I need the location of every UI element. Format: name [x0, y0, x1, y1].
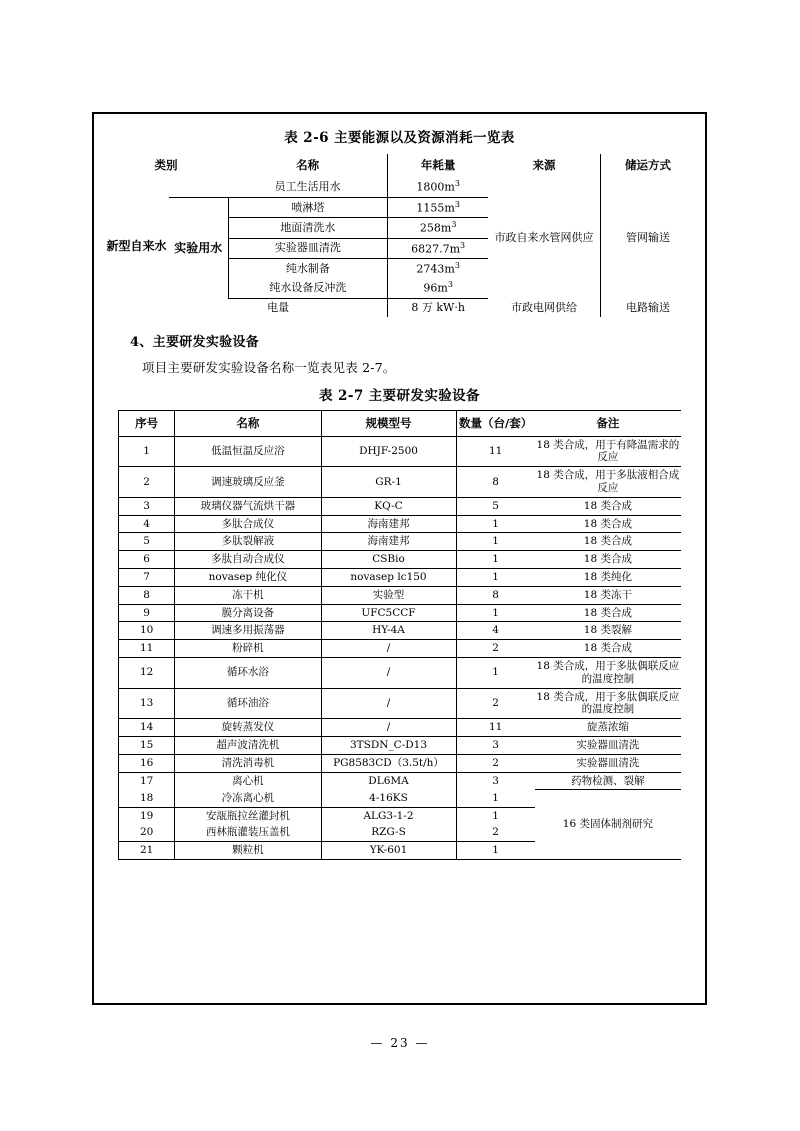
cell-source: 市政自来水管网供应 [494, 230, 594, 244]
cell-name: 多肽裂解液 [175, 533, 321, 551]
cell-model: / [321, 657, 456, 688]
content-frame [92, 112, 707, 1005]
cell-remark: 18 类合成 [535, 497, 681, 515]
cell-no: 11 [119, 640, 175, 658]
cell-remark: 实验器皿清洗 [535, 754, 681, 772]
table-row [119, 640, 682, 658]
cell-no: 17 [119, 772, 175, 790]
table-2-7 [118, 410, 681, 860]
cell-name: 离心机 [175, 772, 321, 790]
table-row [119, 736, 682, 754]
header-category: 类别 [154, 158, 178, 172]
cell-no: 20 [119, 824, 175, 841]
header-no: 序号 [119, 410, 175, 436]
cell-amount: $96m^3$ [388, 278, 488, 298]
section-paragraph: 项目主要研发实验设备名称一览表见表 2-7。 [142, 359, 396, 375]
table-row [119, 568, 682, 586]
cell-name: 多肽合成仪 [175, 515, 321, 533]
cell-no: 19 [119, 807, 175, 824]
header-name: 名称 [175, 410, 321, 436]
cell-no: 3 [119, 497, 175, 515]
cell-qty: 1 [456, 657, 535, 688]
cell-name: 调速多用振荡器 [175, 622, 321, 640]
cell-remark: 18 类合成 [535, 533, 681, 551]
cell-name: 电量 [267, 300, 290, 314]
cell-model: 实验型 [321, 586, 456, 604]
table-row [119, 497, 682, 515]
cell-name: 地面清洗水 [228, 218, 388, 238]
cell-source: 市政电网供给 [511, 300, 578, 314]
cell-qty: 1 [456, 568, 535, 586]
table-row [119, 772, 682, 790]
cell-remark: 18 类合成，用于多肽液相合成反应 [535, 467, 681, 498]
cell-transport: 电路输送 [600, 298, 695, 316]
cell-no: 16 [119, 754, 175, 772]
cell-name: 实验器皿清洗 [228, 238, 388, 258]
header-transport: 储运方式 [600, 154, 695, 177]
section-heading: 4、主要研发实验设备 [130, 334, 260, 350]
cell-model: / [321, 719, 456, 737]
cell-qty: 2 [456, 640, 535, 658]
header-amount: 年耗量 [388, 154, 488, 177]
table-row [119, 467, 682, 498]
table-2-6-header-row [104, 154, 695, 177]
cell-qty: 1 [492, 844, 499, 857]
cell-model: / [321, 640, 456, 658]
cell-model: novasep lc150 [321, 568, 456, 586]
cell-name: 多肽自动合成仪 [175, 551, 321, 569]
cell-name: 冷冻离心机 [175, 790, 321, 807]
cell-qty: 1 [456, 515, 535, 533]
cell-name: 冻干机 [175, 586, 321, 604]
cell-no: 18 [119, 790, 175, 807]
cell-amount: $1155m^3$ [388, 197, 488, 217]
header-remark: 备注 [535, 410, 681, 436]
cell-name: 纯水设备反冲洗 [228, 278, 388, 298]
cell-name: 低温恒温反应浴 [175, 436, 321, 467]
cell-qty: 1 [456, 790, 535, 807]
cell-name: 循环水浴 [175, 657, 321, 688]
table-2-6 [104, 154, 695, 317]
cell-no: 4 [119, 515, 175, 533]
cell-qty: 1 [456, 533, 535, 551]
table-row [104, 177, 695, 197]
cell-model: ALG3-1-2 [321, 807, 456, 824]
cell-no: 8 [119, 586, 175, 604]
cell-name: 安瓿瓶拉丝灌封机 [175, 807, 321, 824]
cell-name: 超声波清洗机 [175, 736, 321, 754]
cell-model: HY-4A [321, 622, 456, 640]
cell-name: 颗粒机 [175, 842, 321, 860]
cell-model: / [321, 688, 456, 719]
cell-qty: 8 [456, 586, 535, 604]
cell-model: PG8583CD（3.5t/h） [321, 754, 456, 772]
page-folio: — 23 — [370, 1036, 430, 1050]
cell-no: 13 [119, 688, 175, 719]
cell-no: 21 [119, 842, 175, 860]
cell-qty: 8 [456, 467, 535, 498]
cell-remark: 18 类合成，用于有降温需求的反应 [535, 436, 681, 467]
cell-name: 清洗消毒机 [175, 754, 321, 772]
table-row [119, 688, 682, 719]
cell-name: 玻璃仪器气流烘干器 [175, 497, 321, 515]
cell-name: 调速玻璃反应釜 [175, 467, 321, 498]
cell-qty: 1 [456, 551, 535, 569]
table-2-7-header-row [119, 410, 682, 436]
cell-no: 15 [119, 736, 175, 754]
cell-remark: 旋蒸浓缩 [535, 719, 681, 737]
table-row [119, 586, 682, 604]
table-row [119, 754, 682, 772]
table-row [119, 604, 682, 622]
table-row [119, 436, 682, 467]
table-row [119, 790, 682, 807]
cell-no: 6 [119, 551, 175, 569]
cell-name: 膜分离设备 [175, 604, 321, 622]
cell-qty: 3 [456, 736, 535, 754]
cell-qty: 2 [456, 688, 535, 719]
cell-no: 5 [119, 533, 175, 551]
cell-model: 海南建邦 [321, 533, 456, 551]
table-row [119, 622, 682, 640]
cell-no: 12 [119, 657, 175, 688]
cell-qty: 4 [456, 622, 535, 640]
cell-model: UFC5CCF [321, 604, 456, 622]
table-row [119, 533, 682, 551]
cell-no: 2 [119, 467, 175, 498]
cell-amount: $258m^3$ [388, 218, 488, 238]
cell-no: 9 [119, 604, 175, 622]
cell-remark-merged: 16 类固体制剂研究 [562, 818, 653, 831]
cell-qty: 3 [492, 774, 499, 787]
cell-name: 西林瓶灌装压盖机 [175, 824, 321, 841]
cell-subcategory: 实验用水 [169, 197, 228, 298]
cell-remark: 18 类冻干 [535, 586, 681, 604]
table-row [119, 719, 682, 737]
cell-name: 纯水制备 [285, 261, 330, 275]
cell-model: DL6MA [321, 772, 456, 790]
cell-qty: 2 [456, 754, 535, 772]
cell-remark: 18 类纯化 [535, 568, 681, 586]
table-row [119, 515, 682, 533]
cell-no: 7 [119, 568, 175, 586]
cell-amount: 8 万 kW·h [388, 298, 488, 316]
cell-model: KQ-C [321, 497, 456, 515]
cell-model: 海南建邦 [321, 515, 456, 533]
cell-amount: $2743m^3$ [388, 259, 488, 279]
cell-remark: 18 类合成，用于多肽偶联反应的温度控制 [535, 688, 681, 719]
cell-name: 循环油浴 [175, 688, 321, 719]
cell-remark: 实验器皿清洗 [535, 736, 681, 754]
table-2-7-caption: 表 2-7 主要研发实验设备 [319, 387, 480, 404]
cell-model: 4-16KS [321, 790, 456, 807]
cell-category: 新型自来水 [106, 239, 167, 254]
cell-remark: 18 类合成 [535, 551, 681, 569]
cell-amount: $6827.7m^3$ [388, 238, 488, 258]
cell-remark: 药物检测、裂解 [535, 772, 681, 790]
cell-qty: 11 [456, 719, 535, 737]
table-row [119, 551, 682, 569]
table-2-6-caption: 表 2-6 主要能源以及资源消耗一览表 [284, 130, 515, 146]
cell-qty: 11 [456, 436, 535, 467]
cell-transport: 管网输送 [600, 177, 695, 298]
cell-amount: $1800m^3$ [388, 177, 488, 197]
cell-remark: 18 类合成 [535, 640, 681, 658]
cell-model: GR-1 [321, 467, 456, 498]
cell-name: novasep 纯化仪 [175, 568, 321, 586]
cell-qty: 1 [456, 604, 535, 622]
header-model: 规模型号 [321, 410, 456, 436]
cell-remark: 18 类合成，用于多肽偶联反应的温度控制 [535, 657, 681, 688]
cell-model: 3TSDN_C-D13 [321, 736, 456, 754]
cell-no: 10 [119, 622, 175, 640]
table-row [119, 657, 682, 688]
header-name: 名称 [296, 158, 320, 172]
cell-no: 1 [119, 436, 175, 467]
cell-name: 旋转蒸发仪 [175, 719, 321, 737]
cell-remark: 18 类合成 [535, 515, 681, 533]
cell-model: YK-601 [321, 842, 456, 860]
header-source: 来源 [532, 158, 556, 172]
cell-model: RZG-S [321, 824, 456, 841]
cell-remark: 18 类合成 [535, 604, 681, 622]
cell-subcat-spacer [169, 177, 228, 197]
cell-qty: 1 [492, 809, 499, 822]
table-row [104, 298, 695, 316]
cell-model: CSBio [321, 551, 456, 569]
header-qty: 数量（台/套） [456, 410, 535, 436]
cell-remark: 18 类裂解 [535, 622, 681, 640]
cell-no: 14 [119, 719, 175, 737]
cell-qty: 5 [456, 497, 535, 515]
cell-name: 粉碎机 [175, 640, 321, 658]
cell-name: 喷淋塔 [228, 197, 388, 217]
cell-model: DHJF-2500 [321, 436, 456, 467]
cell-name: 员工生活用水 [228, 177, 388, 197]
cell-qty: 2 [456, 824, 535, 841]
